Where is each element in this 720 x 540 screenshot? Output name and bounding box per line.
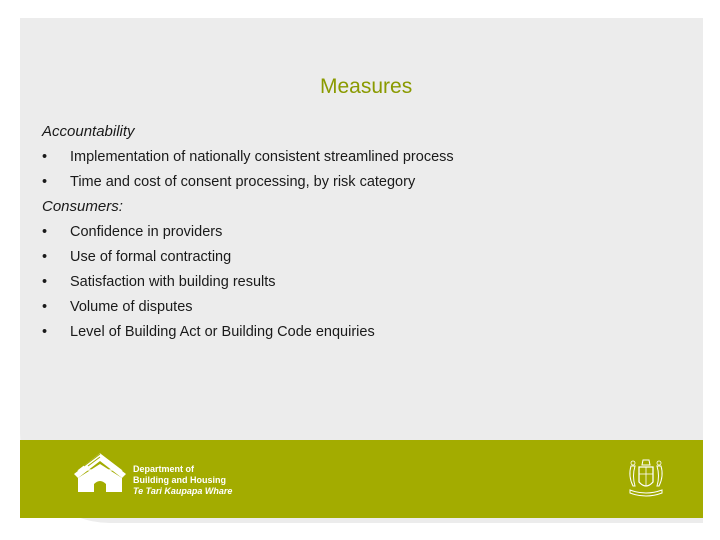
footer-bar bbox=[20, 440, 703, 518]
list-item bbox=[42, 272, 682, 297]
bullet-icon: • bbox=[42, 274, 48, 290]
list-item bbox=[42, 322, 682, 347]
department-line-1: Department of bbox=[133, 464, 195, 474]
department-maori-name: Te Tari Kaupapa Whare bbox=[133, 486, 233, 496]
house-logo-icon bbox=[70, 450, 130, 494]
list-item-text: Volume of disputes bbox=[70, 299, 193, 315]
list-item bbox=[42, 297, 682, 322]
coat-of-arms-icon bbox=[625, 456, 667, 500]
list-item bbox=[42, 222, 682, 247]
bullet-icon: • bbox=[42, 224, 48, 240]
list-item-text: Use of formal contracting bbox=[70, 249, 232, 265]
list-item-text: Satisfaction with building results bbox=[70, 274, 276, 290]
list-item-text: Level of Building Act or Building Code enquiries bbox=[70, 324, 375, 340]
department-name bbox=[133, 464, 232, 497]
bullet-icon: • bbox=[42, 249, 48, 265]
section-heading-consumers: Consumers: bbox=[42, 198, 123, 215]
measures-content bbox=[42, 122, 682, 347]
slide-title: Measures bbox=[320, 75, 413, 98]
list-item-text: Implementation of nationally consistent streamlined process bbox=[70, 149, 454, 165]
list-item bbox=[42, 147, 682, 172]
list-item bbox=[42, 172, 682, 197]
department-line-2: Building and Housing bbox=[133, 475, 226, 485]
bullet-icon: • bbox=[42, 324, 48, 340]
list-item bbox=[42, 247, 682, 272]
bullet-icon: • bbox=[42, 299, 48, 315]
bullet-icon: • bbox=[42, 149, 48, 165]
section-heading-accountability: Accountability bbox=[42, 123, 135, 140]
bullet-icon: • bbox=[42, 174, 48, 190]
list-item-text: Confidence in providers bbox=[70, 224, 223, 240]
list-item-text: Time and cost of consent processing, by risk category bbox=[70, 174, 416, 190]
